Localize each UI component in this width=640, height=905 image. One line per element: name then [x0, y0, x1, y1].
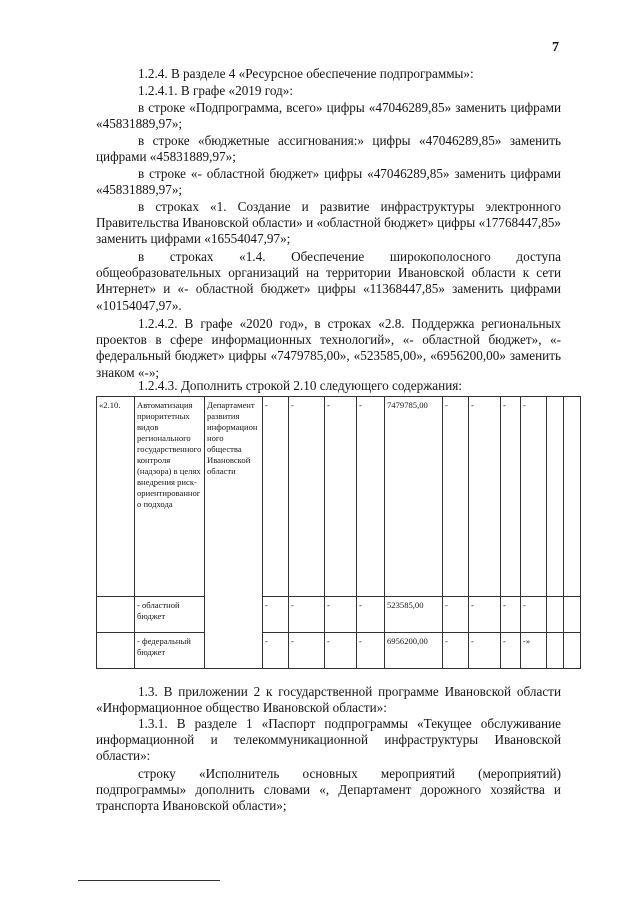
amendment-item-4: в строках «1. Создание и развитие инфраструктуры электронного Правительства Ивановской области» и «областной бюджет» цифры «17768447,85» заменить цифрами «16554047,97»; — [96, 199, 561, 247]
row-number: «2.10. — [97, 397, 135, 597]
table-cell — [547, 633, 564, 669]
table-cell — [547, 397, 564, 597]
table-cell: - — [263, 633, 289, 669]
amendment-item-2: в строке «бюджетные ассигнования:» цифры «47046289,85» заменить цифрами «45831889,97»; — [96, 133, 561, 165]
table-cell: - — [443, 597, 469, 633]
table-cell: - — [443, 633, 469, 669]
page-number: 7 — [552, 40, 559, 55]
table-cell: - — [325, 633, 357, 669]
table-row — [97, 597, 581, 633]
table-cell: - — [289, 633, 325, 669]
table-cell — [97, 597, 135, 633]
table-cell — [547, 597, 564, 633]
table-row — [97, 397, 581, 597]
table-cell — [564, 397, 581, 597]
table-cell: - — [521, 397, 547, 597]
subsection-1-2-4-3: 1.2.4.3. Дополнить строкой 2.10 следующего содержания: — [138, 378, 463, 393]
table-cell: - — [469, 597, 501, 633]
amount-cell: 523585,00 — [385, 597, 443, 633]
table-cell — [564, 633, 581, 669]
amendment-item-5: в строках «1.4. Обеспечение широкополосного доступа общеобразовательных организаций на территории Ивановской области к сети Интернет» и «- областной бюджет» цифры «11368447,85» заменить цифрами «10154047,97». — [96, 249, 561, 313]
amount-cell: 6956200,00 — [385, 633, 443, 669]
table-cell: - — [357, 597, 385, 633]
table-cell: - — [263, 397, 289, 597]
executor-cell: Департамент развития информационного общества Ивановской области — [205, 397, 263, 669]
subsection-1-3-1: 1.3.1. В разделе 1 «Паспорт подпрограммы «Текущее обслуживание информационной и телекоммуникационной инфраструктуры Ивановской области»: — [96, 716, 561, 764]
funding-source: - федеральный бюджет — [135, 633, 205, 669]
table-cell: - — [325, 597, 357, 633]
table-cell: -» — [521, 633, 547, 669]
table-cell: - — [501, 597, 521, 633]
subsection-1-2-4-1: 1.2.4.1. В графе «2019 год»: — [138, 83, 294, 98]
table-cell: - — [263, 597, 289, 633]
table-cell: - — [469, 633, 501, 669]
table-row — [97, 633, 581, 669]
amount-cell: 7479785,00 — [385, 397, 443, 597]
program-table — [96, 396, 581, 669]
funding-source: - областной бюджет — [135, 597, 205, 633]
table-cell — [97, 633, 135, 669]
table-cell: - — [357, 633, 385, 669]
table-cell: - — [289, 597, 325, 633]
table-cell: - — [443, 397, 469, 597]
table-cell — [564, 597, 581, 633]
table-cell: - — [469, 397, 501, 597]
table-cell: - — [521, 597, 547, 633]
table-cell: - — [357, 397, 385, 597]
activity-name: Автоматизация приоритетных видов регионального государственного контроля (надзора) в целях внедрения риск-ориентированного подхода — [135, 397, 205, 597]
amendment-item-1: в строке «Подпрограмма, всего» цифры «47046289,85» заменить цифрами «45831889,97»; — [96, 100, 561, 132]
section-heading-1-3: 1.3. В приложении 2 к государственной программе Ивановской области «Информационное общество Ивановской области»: — [96, 684, 561, 716]
subsection-1-2-4-2: 1.2.4.2. В графе «2020 год», в строках «2.8. Поддержка региональных проектов в сфере информационных технологий», «- областной бюджет», «- федеральный бюджет» цифры «7479785,00», «523585,00», «6956200,00» заменить знаком «-»; — [96, 316, 561, 380]
table-cell: - — [289, 397, 325, 597]
section-heading-1-2-4: 1.2.4. В разделе 4 «Ресурсное обеспечение подпрограммы»: — [138, 66, 474, 81]
footnote-divider — [78, 880, 220, 881]
table-cell: - — [501, 633, 521, 669]
table-cell: - — [501, 397, 521, 597]
amendment-item-3: в строке «- областной бюджет» цифры «47046289,85» заменить цифрами «45831889,97»; — [96, 166, 561, 198]
amendment-item-executor: строку «Исполнитель основных мероприятий (мероприятий) подпрограммы» дополнить словами «, Департамент дорожного хозяйства и транспорта Ивановской области»; — [96, 766, 561, 814]
table-cell: - — [325, 397, 357, 597]
